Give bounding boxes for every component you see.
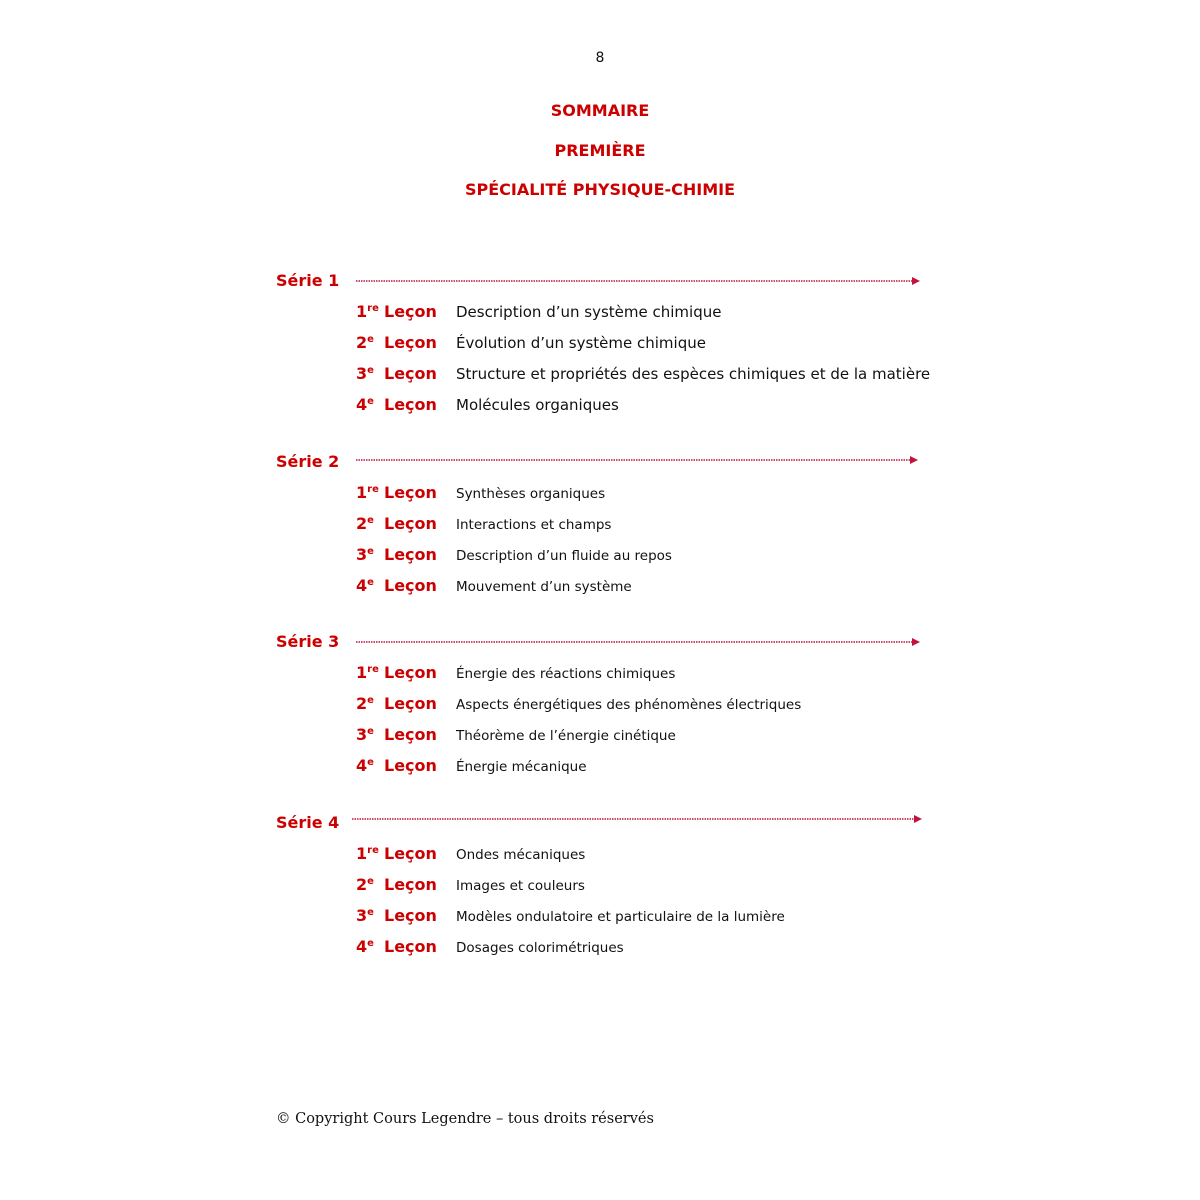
lesson-title: Évolution d’un système chimique [456, 334, 706, 352]
series-label: Série 1 [276, 271, 340, 290]
lesson-word: Leçon [384, 875, 437, 894]
series-arrow-icon [352, 814, 922, 824]
lesson-number: 4e [356, 576, 374, 595]
lesson-title: Images et couleurs [456, 878, 585, 894]
sommaire-title: SOMMAIRE [550, 101, 650, 120]
series-block-2 [0, 452, 1200, 622]
lesson-title: Molécules organiques [456, 396, 619, 414]
lesson-number: 2e [356, 333, 374, 352]
lesson-title: Énergie mécanique [456, 759, 587, 775]
lesson-title: Énergie des réactions chimiques [456, 666, 676, 682]
lesson-number: 4e [356, 395, 374, 414]
lesson-number: 1re [356, 483, 379, 502]
lesson-title: Théorème de l’énergie cinétique [456, 728, 676, 744]
lesson-number: 3e [356, 545, 374, 564]
series-label: Série 4 [276, 813, 340, 832]
series-arrow-icon [356, 637, 922, 647]
lesson-word: Leçon [384, 302, 437, 321]
lesson-title: Dosages colorimétriques [456, 940, 624, 956]
copyright-notice: © Copyright Cours Legendre – tous droits réservés [276, 1111, 654, 1127]
lesson-word: Leçon [384, 663, 437, 682]
lesson-title: Description d’un fluide au repos [456, 548, 672, 564]
series-label: Série 2 [276, 452, 340, 471]
lesson-word: Leçon [384, 906, 437, 925]
lesson-word: Leçon [384, 937, 437, 956]
lesson-number: 2e [356, 875, 374, 894]
lesson-word: Leçon [384, 333, 437, 352]
lesson-word: Leçon [384, 364, 437, 383]
lesson-number: 1re [356, 844, 379, 863]
series-block-3 [0, 632, 1200, 802]
lesson-word: Leçon [384, 725, 437, 744]
lesson-title: Ondes mécaniques [456, 847, 586, 863]
lesson-title: Synthèses organiques [456, 486, 606, 502]
lesson-word: Leçon [384, 844, 437, 863]
lesson-title: Structure et propriétés des espèces chimiques et de la matière [456, 365, 931, 383]
lesson-word: Leçon [384, 514, 437, 533]
lesson-number: 3e [356, 364, 374, 383]
series-arrow-icon [356, 455, 922, 465]
lesson-number: 2e [356, 694, 374, 713]
lesson-title: Modèles ondulatoire et particulaire de la lumière [456, 909, 785, 925]
lesson-title: Description d’un système chimique [456, 303, 722, 321]
subject-title: SPÉCIALITÉ PHYSIQUE-CHIMIE [464, 180, 736, 199]
lesson-number: 1re [356, 663, 379, 682]
lesson-word: Leçon [384, 756, 437, 775]
series-block-4 [0, 813, 1200, 983]
lesson-word: Leçon [384, 483, 437, 502]
page-number: 8 [595, 50, 605, 66]
series-block-1 [0, 271, 1200, 441]
lesson-number: 3e [356, 725, 374, 744]
lesson-word: Leçon [384, 545, 437, 564]
lesson-title: Interactions et champs [456, 517, 612, 533]
lesson-number: 4e [356, 937, 374, 956]
lesson-number: 1re [356, 302, 379, 321]
level-title: PREMIÈRE [554, 141, 646, 160]
series-arrow-icon [356, 276, 922, 286]
lesson-title: Mouvement d’un système [456, 579, 632, 595]
lesson-number: 4e [356, 756, 374, 775]
lesson-title: Aspects énergétiques des phénomènes électriques [456, 697, 802, 713]
lesson-word: Leçon [384, 576, 437, 595]
lesson-number: 2e [356, 514, 374, 533]
lesson-word: Leçon [384, 395, 437, 414]
lesson-word: Leçon [384, 694, 437, 713]
series-label: Série 3 [276, 632, 340, 651]
lesson-number: 3e [356, 906, 374, 925]
